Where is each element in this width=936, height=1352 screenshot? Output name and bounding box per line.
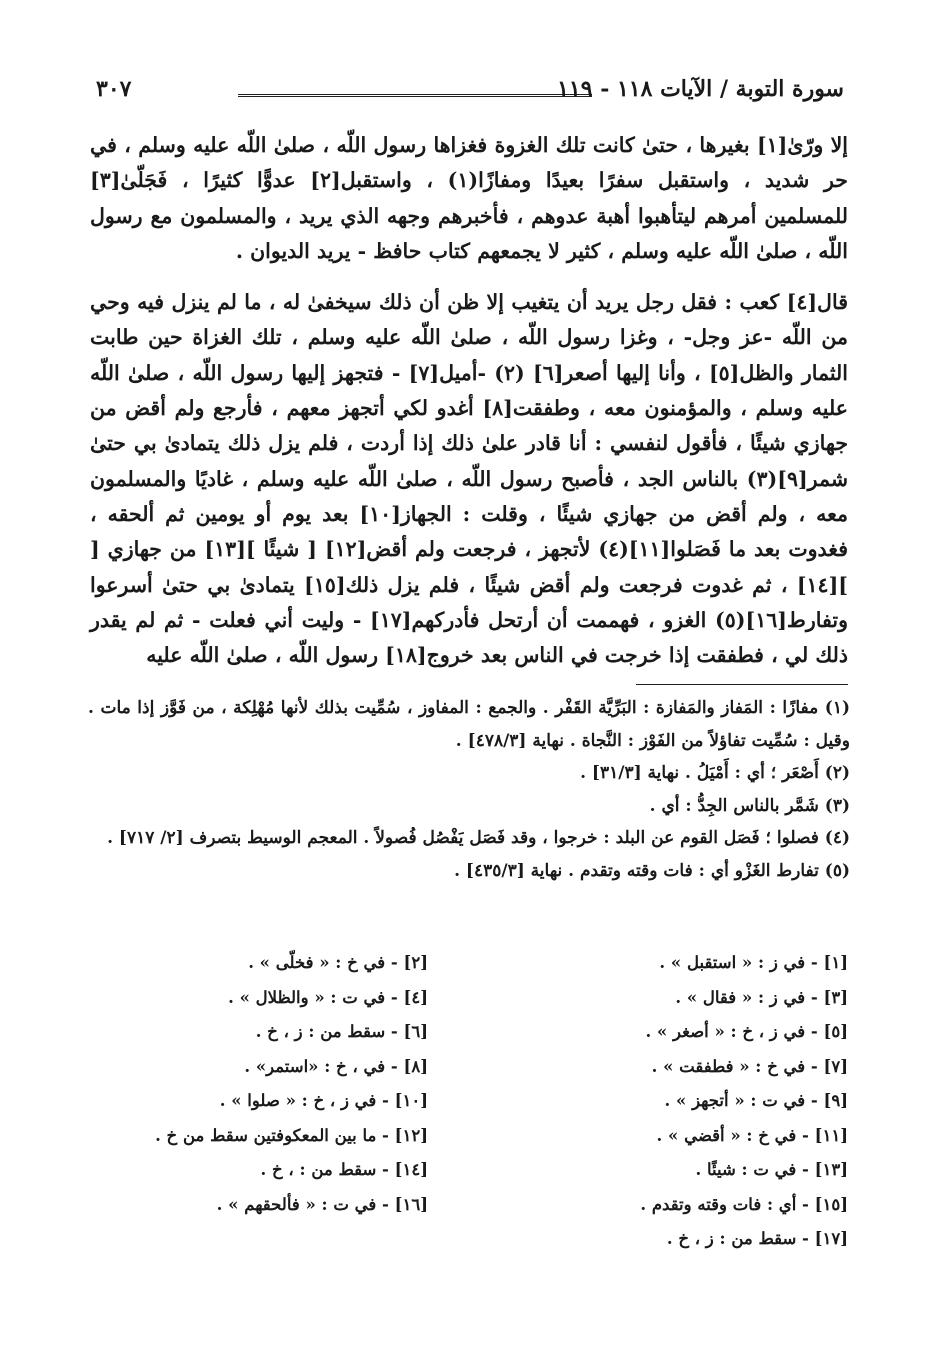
variant-note: [١٦] - في ت : « فألحقهم » .	[216, 1194, 428, 1214]
variant-note: [١٣] - في ت : شيئًا .	[695, 1160, 848, 1179]
variant-note: [١٧] - سقط من : ز ، خ .	[666, 1229, 848, 1248]
manuscript-variants	[88, 946, 848, 1266]
running-head	[92, 74, 844, 108]
variant-note: [٢] - في خ : « فخلّى » .	[248, 953, 428, 972]
variant-note: [١٠] - في ز ، خ : « صلوا » .	[219, 1091, 428, 1110]
footnote-separator	[636, 684, 848, 685]
footnote: (٥) تفارط الغَزْو أي : فات وقته وتقدم . نهاية [٤٣٥/٣] .	[454, 860, 850, 881]
footnote: (٣) شَمَّر بالناس الجِدُّ : أي .	[649, 795, 850, 816]
variant-note: [٨] - في ، خ : «استمر» .	[244, 1056, 428, 1076]
paragraph: قال[٤] كعب : فقل رجل يريد أن يتغيب إلا ظن أن ذلك سيخفىٰ له ، ما لم ينزل فيه وحي من اللّه -عز وجل- ، وغزا رسول اللّه ، صلىٰ اللّه عليه وسلم ، تلك الغزاة حين طابت الثمار والظل[٥] ، وأنا إليها أصعر[٦] (٢) -أميل[٧] - فتجهز إليها رسول اللّه ، صلىٰ اللّه عليه وسلم ، والمؤمنون معه ، وطفقت[٨] أغدو لكي أتجهز معهم ، فأرجع ولم أقض من جهازي شيئًا ، فأقول لنفسي : أنا قادر علىٰ ذلك إذا أردت ، فلم يزل ذلك يتمادىٰ بي حتىٰ شمر[٩](٣) بالناس الجد ، فأصبح رسول اللّه ، صلىٰ اللّه عليه وسلم ، غاديًا والمسلمون معه ، ولم أقض من جهازي شيئًا ، وقلت : الجهاز[١٠] بعد يوم أو يومين ثم ألحقه ، فغدوت بعد ما فَصَلوا[١١](٤) لأتجهز ، فرجعت ولم أقض[١٢] [ شيئًا ][١٣] من جهازي [ ][١٤] ، ثم غدوت فرجعت ولم أقض شيئًا ، فلم يزل ذلك[١٥] يتمادىٰ بي حتىٰ أسرعوا وتفارط[١٦](٥) الغزو ، فهممت أن أرتحل فأدركهم[١٧] - وليت أني فعلت - ثم لم يقدر ذلك لي ، فطفقت إذا خرجت في الناس بعد خروج[١٨] رسول اللّه ، صلىٰ اللّه عليه	[90, 290, 849, 668]
main-text	[90, 128, 848, 673]
footnote: (٢) أَصْعَر ؛ أي : أَمْيَلُ . نهاية [٣١/٣] .	[580, 763, 850, 783]
variant-note: [٧] - في خ : « فطفقت » .	[651, 1056, 848, 1076]
variant-note: [١١] - في خ : « أقضي » .	[656, 1125, 848, 1145]
footnotes	[88, 692, 850, 887]
variant-note: [١٤] - سقط من : ، خ .	[260, 1160, 428, 1179]
page-number: ٣٠٧	[96, 76, 132, 102]
variant-note: [٦] - سقط من : ز ، خ .	[255, 1022, 428, 1041]
header-rule	[238, 94, 592, 97]
variant-note: [٩] - في ت : « أتجهز » .	[664, 1091, 848, 1110]
variant-note: [١٢] - ما بين المعكوفتين سقط من خ .	[155, 1125, 428, 1145]
surah-title: سورة التوبة / الآيات ١١٨ - ١١٩	[557, 76, 844, 102]
paragraph: إلا ورّىٰ[١] بغيرها ، حتىٰ كانت تلك الغزوة فغزاها رسول اللّه ، صلىٰ اللّه عليه وسلم ، في حر شديد ، واستقبل سفرًا بعيدًا ومفازًا(١) ، واستقبل[٢] عدوًّا كثيرًا ، فَجَلّىٰ[٣] للمسلمين أمرهم ليتأهبوا أهبة عدوهم ، فأخبرهم وجهه الذي يريد ، والمسلمون مع رسول اللّه ، صلىٰ اللّه عليه وسلم ، كثير لا يجمعهم كتاب حافظ - يريد الديوان .	[90, 133, 848, 263]
variant-note: [١] - في ز : « استقبل » .	[659, 953, 848, 972]
variant-note: [٣] - في ز : « فقال » .	[675, 987, 848, 1007]
variant-note: [٥] - في ز ، خ : « أصغر » .	[645, 1022, 848, 1041]
footnote: (٤) فصلوا ؛ فَصَل القوم عن البلد : خرجوا ، وقد فَصَل يَفْصُل فُصولاً . المعجم الوسيط بتصرف [٢/ ٧١٧] .	[107, 828, 850, 848]
variants-right-column	[468, 946, 848, 1257]
variant-note: [١٥] - أي : فات وقته وتقدم .	[640, 1194, 848, 1214]
variants-left-column	[98, 946, 428, 1222]
footnote: (١) مفازًا : المَفاز والمَفازة : البَرِّيَّة القَفْر . والجمع : المفاوز ، سُمِّيت بذلك لأنها مُهْلِكة ، من فَوَّز إذا مات . وقيل : سُمِّيت تفاؤلاً من الفَوْز : النَّجاة . نهاية [٤٧٨/٣] .	[88, 698, 850, 751]
variant-note: [٤] - في ت : « والظلال » .	[228, 987, 428, 1007]
